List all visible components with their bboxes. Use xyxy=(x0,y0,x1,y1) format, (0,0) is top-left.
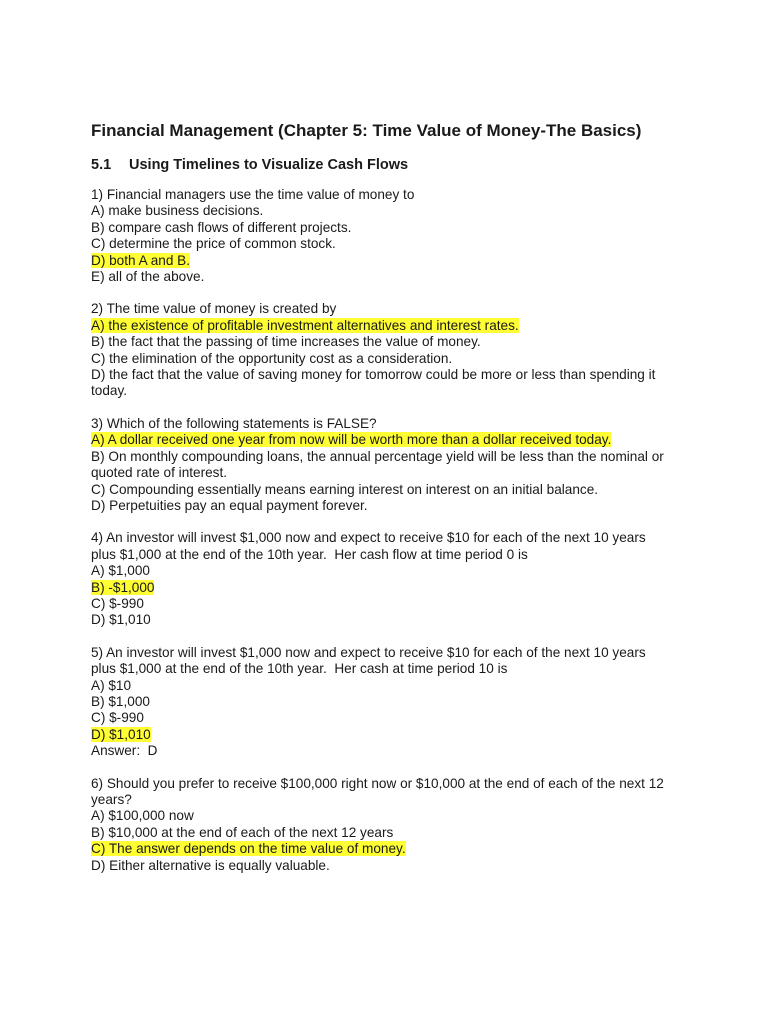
line-text: B) the fact that the passing of time increases the value of money. xyxy=(91,334,481,350)
answer-option xyxy=(91,694,708,710)
answer-option xyxy=(91,498,708,514)
highlighted-answer: B) -$1,000 xyxy=(91,579,155,595)
question-4 xyxy=(91,530,708,628)
line-text: B) $1,000 xyxy=(91,693,150,709)
section-title: Using Timelines to Visualize Cash Flows xyxy=(129,157,409,173)
line-text: plus $1,000 at the end of the 10th year. Her cash at time period 10 is xyxy=(91,661,508,677)
line-text: years? xyxy=(91,792,132,807)
answer-option xyxy=(91,334,708,350)
line-text: Answer: D xyxy=(91,743,158,759)
answer-option xyxy=(91,465,708,481)
line-text: 1) Financial managers use the time value of money to xyxy=(91,187,415,202)
answer-option xyxy=(91,841,708,857)
question-1 xyxy=(91,187,708,285)
highlighted-answer: C) The answer depends on the time value of money. xyxy=(91,841,406,857)
line-text: D) Perpetuities pay an equal payment forever. xyxy=(91,497,368,513)
line-text: C) determine the price of common stock. xyxy=(91,236,336,252)
answer-option xyxy=(91,612,708,628)
answer-option xyxy=(91,318,708,334)
answer-option xyxy=(91,449,708,465)
answer-option xyxy=(91,743,708,759)
question-text xyxy=(91,416,708,432)
answer-option xyxy=(91,367,708,383)
highlighted-answer: D) both A and B. xyxy=(91,252,190,268)
line-text: 2) The time value of money is created by xyxy=(91,301,337,317)
line-text: B) $10,000 at the end of each of the next 12 years xyxy=(91,824,394,840)
question-list xyxy=(91,187,708,874)
question-text xyxy=(91,776,708,792)
answer-option xyxy=(91,808,708,824)
line-text: D) the fact that the value of saving money for tomorrow could be more or less than spending it xyxy=(91,367,656,383)
answer-option xyxy=(91,253,708,269)
answer-option xyxy=(91,269,708,285)
highlighted-answer: A) A dollar received one year from now will be worth more than a dollar received today. xyxy=(91,432,612,448)
answer-option xyxy=(91,203,708,219)
highlighted-answer: D) $1,010 xyxy=(91,726,151,742)
answer-option xyxy=(91,661,708,677)
question-text xyxy=(91,301,708,317)
highlighted-answer: A) the existence of profitable investment alternatives and interest rates. xyxy=(91,317,519,333)
section-number: 5.1 xyxy=(91,157,112,173)
line-text: D) Either alternative is equally valuable. xyxy=(91,857,330,873)
answer-option xyxy=(91,547,708,563)
line-text: A) $1,000 xyxy=(91,563,150,579)
line-text: C) the elimination of the opportunity cost as a consideration. xyxy=(91,350,453,366)
question-2 xyxy=(91,301,708,399)
question-3 xyxy=(91,416,708,514)
section-heading xyxy=(91,155,708,175)
answer-option xyxy=(91,220,708,236)
line-text: A) $10 xyxy=(91,677,132,693)
line-text: 3) Which of the following statements is FALSE? xyxy=(91,415,377,431)
line-text: A) $100,000 now xyxy=(91,808,194,824)
line-text: today. xyxy=(91,383,128,399)
answer-option xyxy=(91,792,708,808)
line-text: quoted rate of interest. xyxy=(91,465,228,481)
question-text xyxy=(91,530,708,546)
answer-option xyxy=(91,432,708,448)
question-6 xyxy=(91,776,708,874)
line-text: C) Compounding essentially means earning interest on interest on an initial balance. xyxy=(91,481,599,497)
question-text xyxy=(91,187,708,203)
answer-option xyxy=(91,678,708,694)
answer-option xyxy=(91,351,708,367)
answer-option xyxy=(91,825,708,841)
answer-option xyxy=(91,596,708,612)
answer-option xyxy=(91,858,708,874)
line-text: E) all of the above. xyxy=(91,269,205,285)
answer-option xyxy=(91,563,708,579)
question-5 xyxy=(91,645,708,760)
line-text: C) $-990 xyxy=(91,595,144,611)
question-text xyxy=(91,645,708,661)
line-text: D) $1,010 xyxy=(91,612,151,628)
line-text: B) compare cash flows of different projects. xyxy=(91,219,352,235)
line-text: plus $1,000 at the end of the 10th year. Her cash flow at time period 0 is xyxy=(91,546,528,562)
document-title: Financial Management (Chapter 5: Time Value of Money-The Basics) xyxy=(91,121,642,140)
line-text: 5) An investor will invest $1,000 now and expect to receive $10 for each of the next 10 years xyxy=(91,644,646,660)
answer-option xyxy=(91,710,708,726)
answer-option xyxy=(91,580,708,596)
answer-option xyxy=(91,383,708,399)
line-text: 6) Should you prefer to receive $100,000 right now or $10,000 at the end of each of the next 12 xyxy=(91,775,664,791)
answer-option xyxy=(91,482,708,498)
line-text: C) $-990 xyxy=(91,710,144,726)
answer-option xyxy=(91,727,708,743)
line-text: 4) An investor will invest $1,000 now and expect to receive $10 for each of the next 10 years xyxy=(91,530,646,546)
line-text: A) make business decisions. xyxy=(91,203,264,219)
answer-option xyxy=(91,236,708,252)
line-text: B) On monthly compounding loans, the annual percentage yield will be less than the nominal or xyxy=(91,448,664,464)
